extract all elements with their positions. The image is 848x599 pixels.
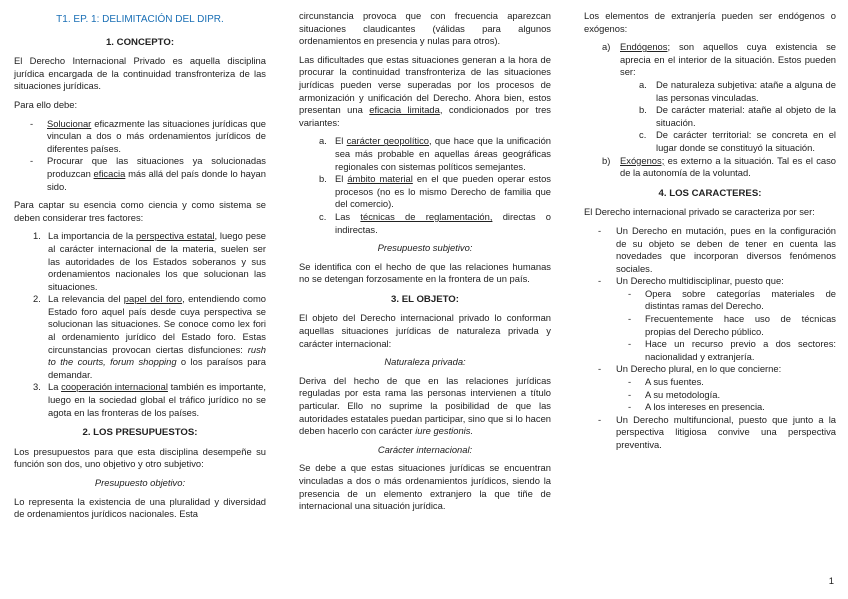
- list-item: 2. La relevancia del papel del foro, entendiendo como Estado foro aquel país desde cuya perspectiva se solucionan las situaciones. Se conoce como lex fori al ordenamiento jurídico del Estado foro. Estas circunstancias provocan ciertas disfunciones: rush to the courts, forum shopping o los paraísos para demandar.: [33, 293, 267, 380]
- paragraph: Deriva del hecho de que en las relaciones jurídicas reguladas por esta rama las personas intervienen a título particular. Ello no suprime la posibilidad de que las autoridades estatales puedan participar, sino que si lo hacen deben hacerlo con carácter iure gestionis.: [299, 374, 551, 437]
- list-item: c. Las técnicas de reglamentación, directas o indirectas.: [319, 210, 551, 235]
- paragraph: El Derecho Internacional Privado es aquella disciplina jurídica encargada de la continuidad transfronteriza de las situaciones jurídicas.: [14, 55, 266, 92]
- heading-objeto: 3. EL OBJETO:: [391, 293, 459, 305]
- list-item: b. De carácter material: atañe al objeto de la situación.: [639, 104, 836, 128]
- column-3: [584, 10, 836, 458]
- paragraph: Para ello debe:: [14, 98, 78, 110]
- paragraph: circunstancia provoca que con frecuencia aparezcan situaciones claudicantes (válidas para algunos ordenamientos en presencia y nulas para otros).: [299, 10, 551, 47]
- page-number: 1: [828, 576, 834, 587]
- list-item: - Un Derecho multidisciplinar, puesto que: - Opera sobre categorías materiales de distintas ramas del Derecho. - Frecuentemente hace uso de técnicas propias del Derecho público. - Hace un recurso previo a dos sectores: nacionalidad y extranjería.: [584, 275, 836, 363]
- list-item: - Hace un recurso previo a dos sectores: nacionalidad y extranjería.: [584, 338, 836, 363]
- list-item: a. De naturaleza subjetiva: atañe a alguna de las personas vinculadas.: [639, 78, 836, 103]
- list-item: 1. La importancia de la perspectiva estatal, luego pese al carácter internacional de la materia, suelen ser las autoridades de los Estados soberanos y sus ordenamientos nacionales los que solucionan las situaciones.: [33, 230, 267, 292]
- elementos-list: [584, 41, 836, 180]
- paragraph: Lo representa la existencia de una pluralidad y diversidad de ordenamientos jurídicos nacionales. Esta: [14, 495, 266, 520]
- paragraph: El Derecho internacional privado se caracteriza por ser:: [584, 206, 815, 218]
- endogenos-sublist: [584, 79, 836, 155]
- heading-presupuestos: 2. LOS PRESUPUESTOS:: [82, 427, 198, 439]
- paragraph: Se debe a que estas situaciones jurídicas se encuentran vinculadas a dos o más ordenamientos jurídicos, siendo la presencia de un elemento extranjero la que tiñe de internacional una situación jurídica.: [299, 462, 551, 512]
- caracteres-list: [584, 225, 836, 452]
- list-item: b) Exógenos; es externo a la situación. Tal es el caso de la autonomía de la voluntad.: [602, 154, 836, 179]
- list-item: - A su metodología.: [584, 389, 836, 402]
- page-title: T1. EP. 1: DELIMITACIÓN DEL DIPR.: [56, 14, 224, 25]
- list-item: - Un Derecho multifuncional, puesto que junto a la perspectiva litigiosa convive una perspectiva preventiva.: [584, 414, 836, 452]
- debe-list: [14, 118, 266, 194]
- heading-concepto: 1. CONCEPTO:: [105, 36, 175, 48]
- paragraph: Las dificultades que estas situaciones generan a la hora de procurar la continuidad transfronteriza de las situaciones jurídicas pueden verse superadas por los procesos de armonización y unificación del Derecho. Ahora bien, estos presentan una eficacia limitada, condicionados por tres variantes:: [299, 53, 551, 128]
- column-1: [14, 10, 266, 527]
- variantes-list: [299, 135, 551, 236]
- paragraph: El objeto del Derecho internacional privado lo conforman aquellas situaciones jurídicas de naturaleza privada y carácter internacional:: [299, 312, 551, 349]
- list-item: 3. La cooperación internacional también es importante, luego en la sociedad global el tráfico jurídico no se agota en las fronteras de los países.: [33, 381, 266, 418]
- subheading: Presupuesto objetivo:: [94, 477, 186, 488]
- plural-sublist: [584, 376, 836, 414]
- list-item: - Frecuentemente hace uso de técnicas propias del Derecho público.: [584, 313, 836, 338]
- factores-list: [14, 230, 266, 419]
- list-item: - A sus fuentes.: [584, 376, 836, 389]
- subheading: Naturaleza privada:: [384, 356, 466, 368]
- heading-caracteres: 4. LOS CARACTERES:: [658, 187, 762, 199]
- list-item: b. El ámbito material en el que pueden operar estos procesos (no es lo mismo Derecho de familia que del comercio).: [319, 173, 551, 210]
- paragraph: Para captar su esencia como ciencia y como sistema se deben considerar tres factores:: [14, 199, 266, 223]
- paragraph: Se identifica con el hecho de que las relaciones humanas no se detengan forzosamente en la frontera de un país.: [299, 260, 551, 285]
- paragraph: Los elementos de extranjería pueden ser endógenos o exógenos:: [584, 10, 836, 34]
- list-item: a. El carácter geopolítico, que hace que la unificación sea más probable en aquellas áreas geográficas regionales con sistemas políticos semejantes.: [319, 135, 551, 172]
- paragraph: Los presupuestos para que esta disciplina desempeñe su función son dos, uno objetivo y otro subjetivo:: [14, 445, 266, 470]
- subheading: Carácter internacional:: [377, 443, 473, 455]
- column-2: [299, 10, 551, 519]
- list-item: - Opera sobre categorías materiales de distintas ramas del Derecho.: [584, 288, 836, 313]
- list-item: - Un Derecho en mutación, pues en la configuración de su objeto se deben de tener en cuenta las novedades que incorporan diversos fenómenos sociales.: [584, 225, 836, 275]
- list-item: - Procurar que las situaciones ya solucionadas produzcan eficacia más allá del país donde lo hayan sido.: [14, 155, 266, 193]
- subheading: Presupuesto subjetivo:: [377, 242, 473, 254]
- list-item: - A los intereses en presencia.: [584, 401, 836, 414]
- list-item: - Solucionar eficazmente las situaciones jurídicas que vinculan a dos o más ordenamientos jurídicos de diferentes países.: [14, 118, 266, 156]
- list-item: c. De carácter territorial: se concreta en el lugar donde se constituyó la situación.: [639, 129, 836, 153]
- list-item: a) Endógenos; son aquellos cuya existencia se aprecia en el interior de la situación. Estos pueden ser: a. De naturaleza subjetiva: atañe a alguna de las personas vinculadas. b. De carácter material: atañe al objeto de la situación. c. De carácter territorial: se concreta en el lugar donde se constituyó la situación.: [584, 41, 836, 154]
- list-item: - Un Derecho plural, en lo que concierne: - A sus fuentes. - A su metodología. - A los intereses en presencia.: [584, 363, 836, 413]
- multidisciplinar-sublist: [584, 288, 836, 364]
